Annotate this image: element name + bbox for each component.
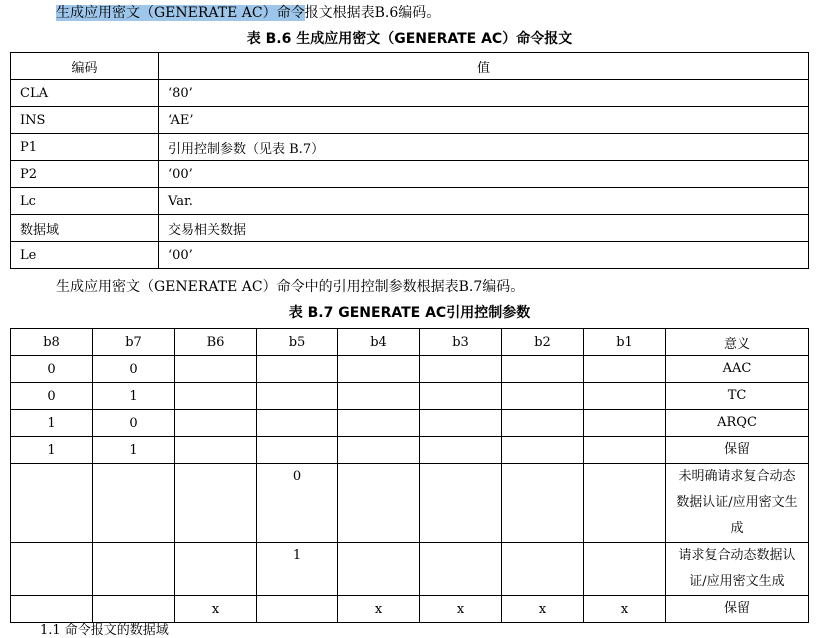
bit-cell: 1	[93, 437, 175, 464]
bit-cell	[502, 410, 584, 437]
bit-cell	[257, 437, 338, 464]
bit-cell	[502, 543, 584, 596]
header-cell: B6	[175, 329, 257, 356]
bit-cell	[338, 356, 420, 383]
bit-cell	[175, 410, 257, 437]
bit-cell: 0	[11, 383, 93, 410]
para-2: 生成应用密文（GENERATE AC）命令中的引用控制参数根据表B.7编码。	[56, 279, 525, 295]
bit-cell	[11, 464, 93, 543]
value-cell: ‘00’	[159, 242, 809, 269]
meaning-cell: 请求复合动态数据认证/应用密文生成	[666, 543, 809, 596]
bit-cell: x	[584, 596, 666, 623]
code-cell: P1	[11, 134, 159, 161]
table-row	[11, 188, 809, 215]
value-cell: ‘AE’	[159, 107, 809, 134]
bit-cell: x	[420, 596, 502, 623]
bit-cell	[338, 383, 420, 410]
bit-cell	[420, 383, 502, 410]
table-b7-caption: 表 B.7 GENERATE AC引用控制参数	[288, 305, 531, 321]
bit-cell: 1	[257, 543, 338, 596]
table-b6	[10, 52, 809, 269]
bit-cell: x	[175, 596, 257, 623]
bit-cell	[257, 356, 338, 383]
bit-cell	[257, 410, 338, 437]
bit-cell	[11, 596, 93, 623]
bit-cell	[502, 356, 584, 383]
header-cell: b2	[502, 329, 584, 356]
bit-cell	[257, 596, 338, 623]
bit-cell: x	[502, 596, 584, 623]
bit-cell	[584, 356, 666, 383]
value-cell: ‘80’	[159, 80, 809, 107]
highlighted-text: 生成应用密文（GENERATE AC）命令	[56, 5, 305, 21]
code-cell: CLA	[11, 80, 159, 107]
table-b7	[10, 328, 809, 623]
bit-cell	[93, 596, 175, 623]
bit-cell	[338, 464, 420, 543]
bit-cell	[584, 464, 666, 543]
table-row	[11, 437, 809, 464]
table-row	[11, 464, 809, 543]
meaning-cell: ARQC	[666, 410, 809, 437]
bit-cell	[584, 543, 666, 596]
bit-cell	[338, 437, 420, 464]
table-header-row	[11, 329, 809, 356]
table-row	[11, 383, 809, 410]
table-row	[11, 161, 809, 188]
table-row	[11, 80, 809, 107]
table-header-row	[11, 53, 809, 80]
table-row	[11, 543, 809, 596]
bit-cell	[420, 464, 502, 543]
bit-cell	[502, 383, 584, 410]
bit-cell	[420, 356, 502, 383]
header-cell: b4	[338, 329, 420, 356]
bit-cell: 0	[11, 356, 93, 383]
bit-cell: 1	[11, 437, 93, 464]
bit-cell	[175, 356, 257, 383]
table-row	[11, 134, 809, 161]
table-row	[11, 410, 809, 437]
table-row	[11, 107, 809, 134]
header-cell: 编码	[11, 53, 159, 80]
bit-cell	[584, 410, 666, 437]
table-row	[11, 596, 809, 623]
value-cell: 引用控制参数（见表 B.7）	[159, 134, 809, 161]
value-cell: Var.	[159, 188, 809, 215]
table-row	[11, 242, 809, 269]
header-cell: 意义	[666, 329, 809, 356]
bit-cell	[257, 383, 338, 410]
code-cell: P2	[11, 161, 159, 188]
header-cell: b3	[420, 329, 502, 356]
bit-cell	[93, 464, 175, 543]
bit-cell: 1	[93, 383, 175, 410]
bit-cell	[420, 410, 502, 437]
bit-cell: 0	[257, 464, 338, 543]
bit-cell	[175, 383, 257, 410]
value-cell: 交易相关数据	[159, 215, 809, 242]
meaning-cell: 保留	[666, 596, 809, 623]
bit-cell	[502, 464, 584, 543]
bit-cell	[175, 437, 257, 464]
intro-paragraph	[56, 4, 440, 22]
bit-cell	[420, 543, 502, 596]
code-cell: INS	[11, 107, 159, 134]
code-cell: Lc	[11, 188, 159, 215]
bit-cell	[175, 543, 257, 596]
meaning-cell: 保留	[666, 437, 809, 464]
table-row	[11, 215, 809, 242]
meaning-cell: 未明确请求复合动态数据认证/应用密文生成	[666, 464, 809, 543]
code-cell: Le	[11, 242, 159, 269]
bit-cell: 0	[93, 410, 175, 437]
bit-cell	[338, 543, 420, 596]
header-cell: b5	[257, 329, 338, 356]
bit-cell: 1	[11, 410, 93, 437]
table-b6-caption: 表 B.6 生成应用密文（GENERATE AC）命令报文	[246, 31, 573, 47]
intro-rest: 报文根据表B.6编码。	[304, 5, 441, 21]
header-cell: b1	[584, 329, 666, 356]
bit-cell	[338, 410, 420, 437]
code-cell: 数据域	[11, 215, 159, 242]
header-cell: b8	[11, 329, 93, 356]
value-cell: ‘00’	[159, 161, 809, 188]
header-cell: b7	[93, 329, 175, 356]
meaning-cell: AAC	[666, 356, 809, 383]
bit-cell	[175, 464, 257, 543]
meaning-cell: TC	[666, 383, 809, 410]
bit-cell	[502, 437, 584, 464]
next-section-heading: 1.1 命令报文的数据域	[40, 623, 169, 638]
bit-cell	[584, 383, 666, 410]
bit-cell: 0	[93, 356, 175, 383]
bit-cell: x	[338, 596, 420, 623]
header-cell: 值	[159, 53, 809, 80]
bit-cell	[420, 437, 502, 464]
bit-cell	[584, 437, 666, 464]
bit-cell	[11, 543, 93, 596]
table-row	[11, 356, 809, 383]
bit-cell	[93, 543, 175, 596]
